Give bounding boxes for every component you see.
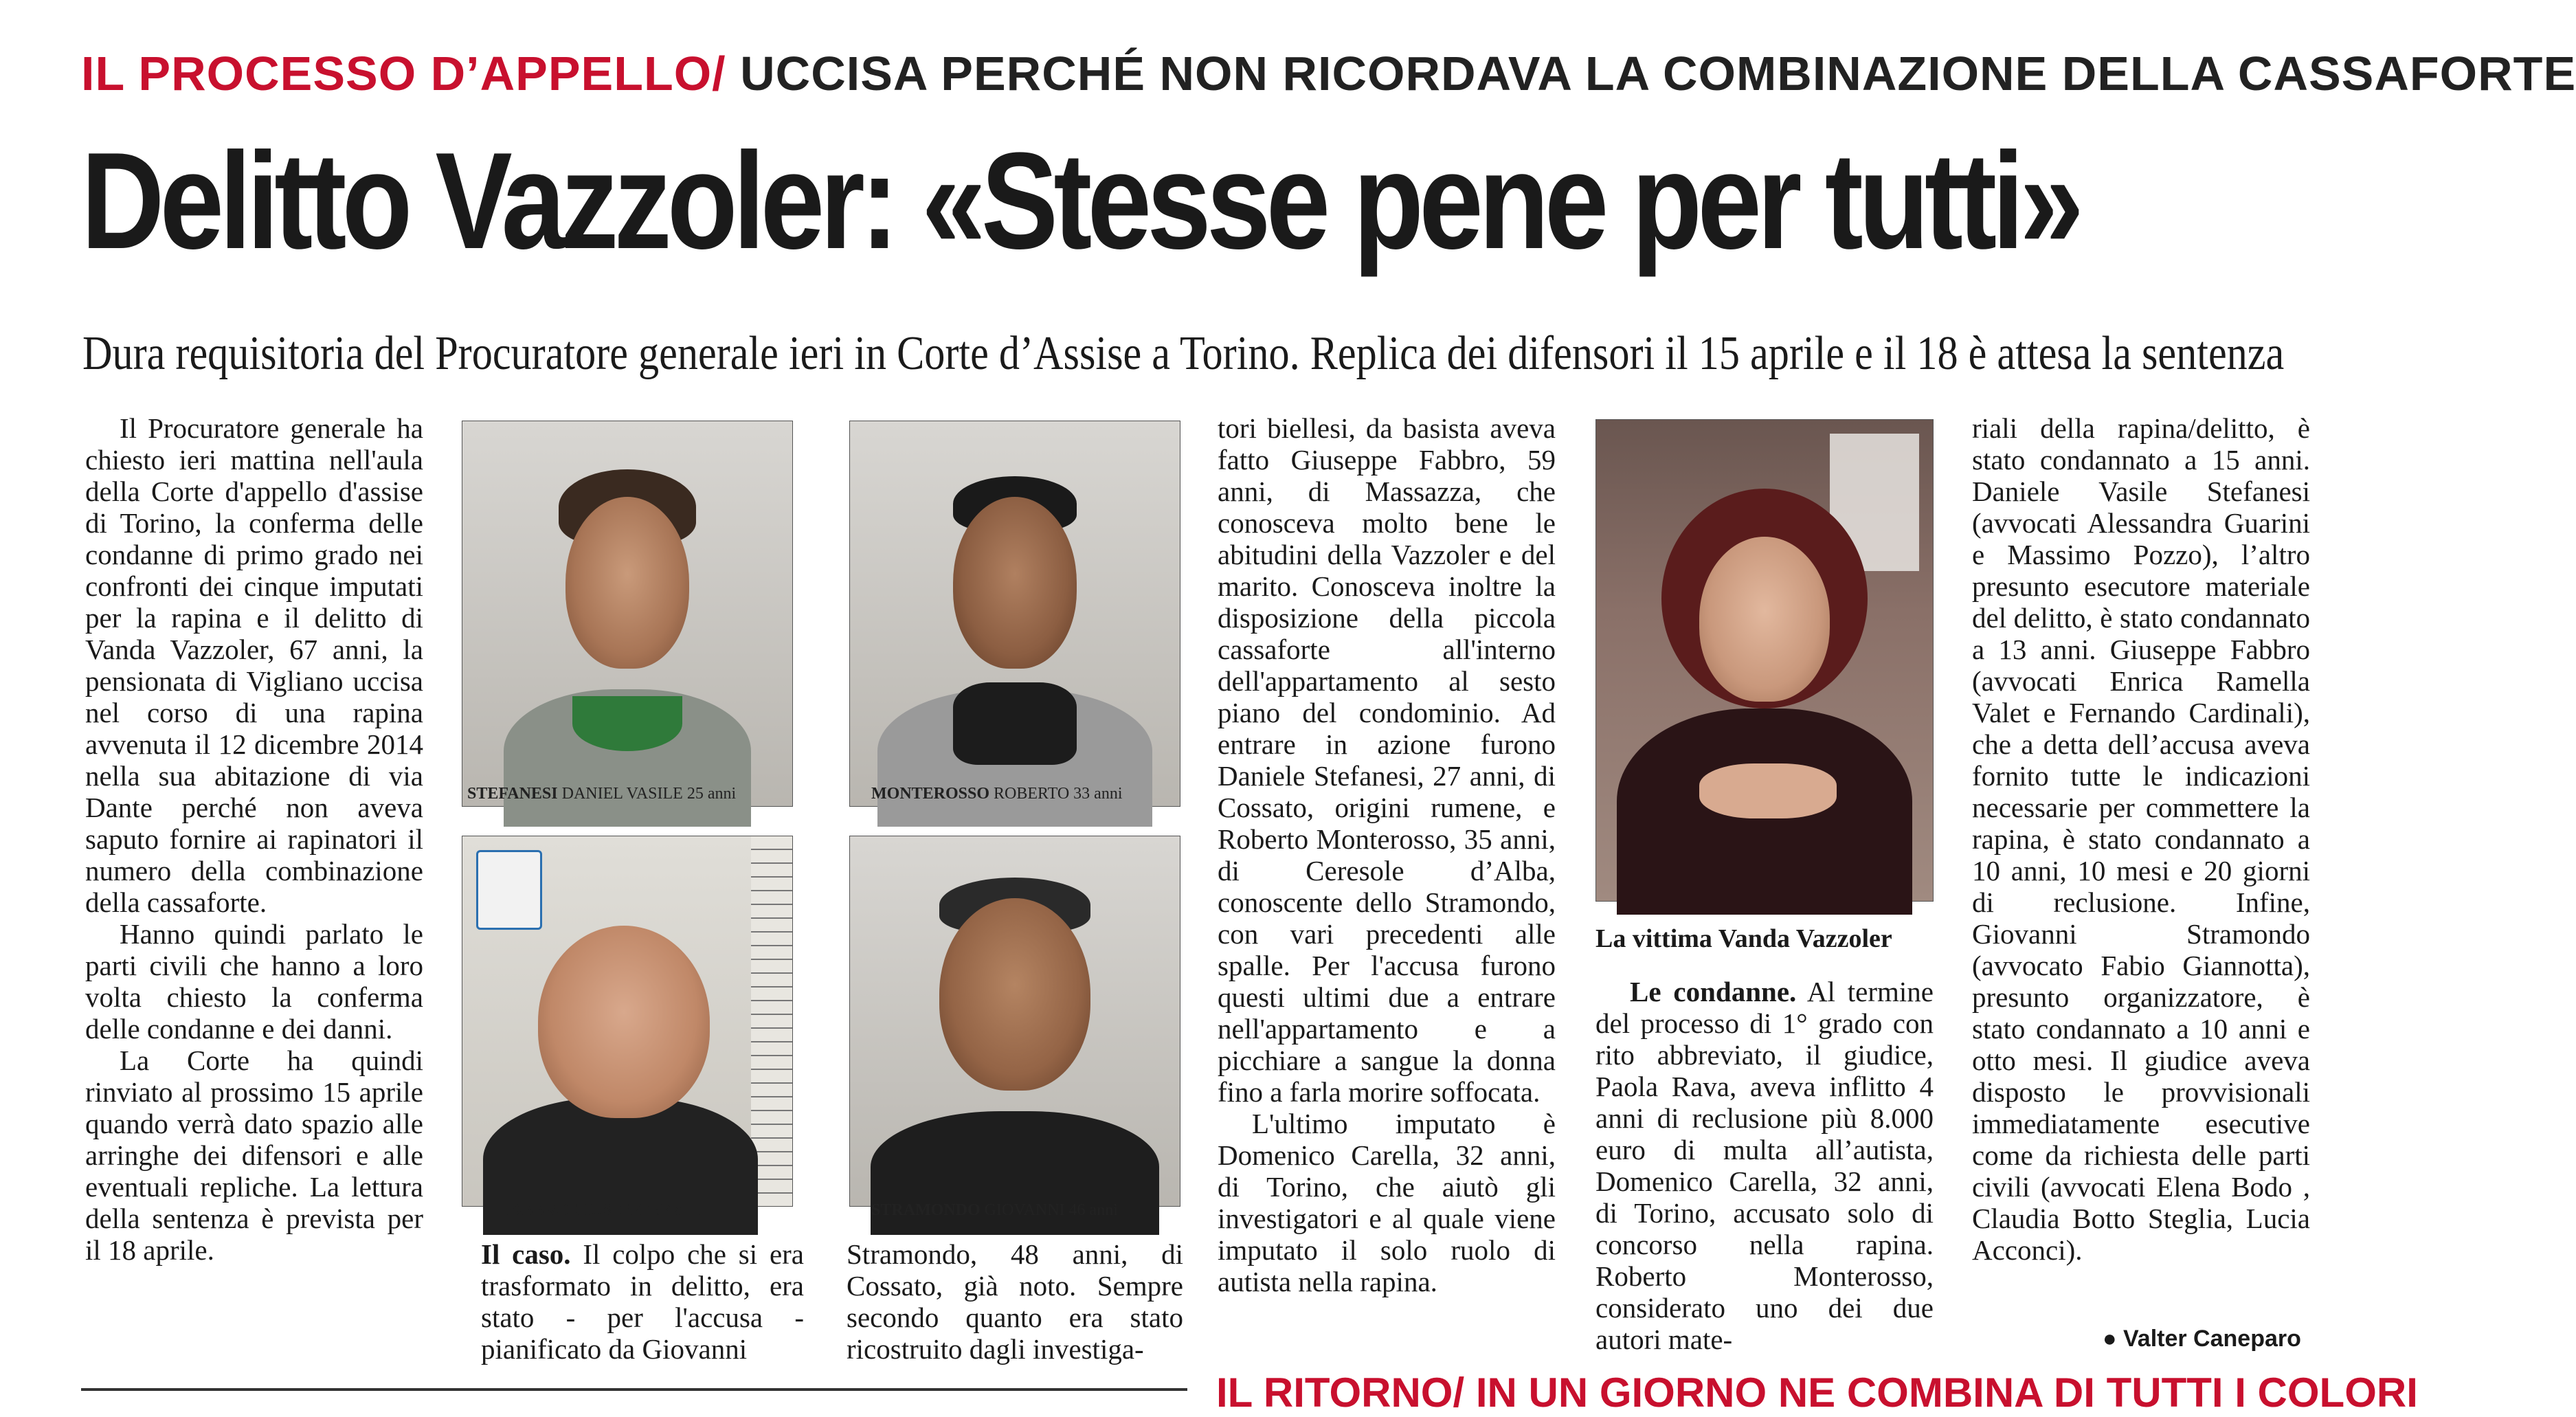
article-il-caso <box>481 1238 804 1369</box>
photo-caption-monterosso: MONTEROSSO ROBERTO 33 anni <box>871 785 1123 803</box>
col1-paragraph-1: Il Procuratore generale ha chiesto ieri mattina nell'aula della Corte d'appello d'assise di Torino, la conferma delle condanne di primo grado nei confronti dei cinque imputati per la rapina e il delitto di Vanda Vazzoler, 67 anni, la pensionata di Vigliano uccisa nel corso di una rapina avvenuta il 12 dicembre 2014 nella sua abitazione di via Dante perché non aveva saputo fornire ai rapinatori il numero della combinazione della cassaforte. <box>85 412 423 918</box>
victim-caption: La vittima Vanda Vazzoler <box>1595 924 1892 953</box>
next-article-kicker: IL RITORNO/ IN UN GIORNO NE COMBINA DI TUTTI I COLORI <box>1216 1370 2418 1416</box>
photo-stefanesi <box>462 421 793 807</box>
byline: ● Valter Caneparo <box>2103 1326 2301 1352</box>
divider-bottom <box>81 1388 1187 1391</box>
col3b-paragraph: Stramondo, 48 anni, di Cossato, già noto. Sempre secondo quanto era stato ricostruito dagli investiga- <box>847 1238 1183 1365</box>
col4-paragraph-2: L'ultimo imputato è Domenico Carella, 32 anni, di Torino, che aiutò gli investigatori e al quale viene imputato il solo ruolo di autista nella rapina. <box>1218 1108 1556 1297</box>
headline: Delitto Vazzoler: «Stesse pene per tutti» <box>81 124 2080 278</box>
article-column-6 <box>1972 412 2310 1326</box>
col1-paragraph-3: La Corte ha quindi rinviato al prossimo 15 aprile quando verrà dato spazio alle arringhe dei difensori e alle eventuali repliche. La lettura della sentenza è prevista per il 18 aprile. <box>85 1045 423 1266</box>
subheadline: Dura requisitoria del Procuratore generale ieri in Corte d’Assise a Torino. Replica dei difensori il 15 aprile e il 18 è attesa la sentenza <box>82 327 2285 380</box>
kicker-text: UCCISA PERCHÉ NON RICORDAVA LA COMBINAZIONE DELLA CASSAFORTE <box>726 47 2576 100</box>
le-condanne-text: Al termine del processo di 1° grado con rito abbreviato, il giudice, Paola Rava, aveva inflitto 4 anni di reclusione più 8.000 euro di multa all’autista, Domenico Carella, 32 anni, di Torino, accusato solo di concorso nella rapina. Roberto Monterosso, considerato uno dei due autori mate- <box>1595 976 1934 1355</box>
article-column-3b <box>847 1238 1183 1369</box>
article-column-1 <box>85 412 423 1361</box>
kicker-section: IL PROCESSO D’APPELLO/ <box>81 47 726 100</box>
article-column-4 <box>1218 412 1556 1374</box>
photo-stramondo <box>849 836 1180 1207</box>
il-caso-lead: Il caso. <box>481 1238 571 1270</box>
photo-caption-stefanesi: STEFANESI DANIEL VASILE 25 anni <box>467 785 737 803</box>
section-kicker <box>81 41 2576 107</box>
il-caso-text: Il colpo che si era trasformato in delitto, era stato - per l'accusa - pianificato da Giovanni <box>481 1238 804 1365</box>
photo-fabbro <box>462 836 793 1207</box>
col1-paragraph-2: Hanno quindi parlato le parti civili che hanno a loro volta chiesto la conferma delle condanne e dei danni. <box>85 918 423 1045</box>
photo-caption-fabbro: FABBRO GIUSEPPE 67 anni <box>502 1201 704 1219</box>
photo-victim <box>1595 419 1934 902</box>
col4-paragraph-1: tori biellesi, da basista aveva fatto Giuseppe Fabbro, 59 anni, di Massazza, che conosceva molto bene le abitudini della Vazzoler e del marito. Conosceva inoltre la disposizione della piccola cassaforte all'interno dell'appartamento al sesto piano del condominio. Ad entrare in azione furono Daniele Stefanesi, 27 anni, di Cossato, origini rumene, e Roberto Monterosso, 35 anni, di Ceresole d’Alba, conoscente dello Stramondo, con vari precedenti alle spalle. Per l'accusa furono questi ultimi due a entrare nell'appartamento e a picchiare a sangue la donna fino a farla morire soffocata. <box>1218 412 1556 1108</box>
photo-caption-stramondo: STRAMONDO GIOVANNI 46 anni <box>871 1201 1118 1219</box>
le-condanne-lead: Le condanne. <box>1630 976 1797 1007</box>
byline-bullet-icon: ● <box>2103 1326 2123 1352</box>
article-le-condanne <box>1595 976 1934 1374</box>
photo-monterosso <box>849 421 1180 807</box>
col6-paragraph: riali della rapina/delitto, è stato condannato a 15 anni. Daniele Vasile Stefanesi (avvocati Alessandra Guarini e Massimo Pozzo), l’altro presunto esecutore materiale del delitto, è stato condannato a 13 anni. Giuseppe Fabbro (avvocati Enrica Ramella Valet e Fernando Cardinali), che a detta dell’accusa aveva fornito tutte le indicazioni necessarie per commettere la rapina, è stato condannato a 10 anni, 10 mesi e 20 giorni di reclusione. Infine, Giovanni Stramondo (avvocato Fabio Giannotta), presunto organizzatore, è stato condannato a 10 anni e otto mesi. Il giudice aveva disposto le provvisionali immediatamente esecutive come da richiesta delle parti civili (avvocati Elena Bodo , Claudia Botto Steglia, Lucia Acconci). <box>1972 412 2310 1266</box>
